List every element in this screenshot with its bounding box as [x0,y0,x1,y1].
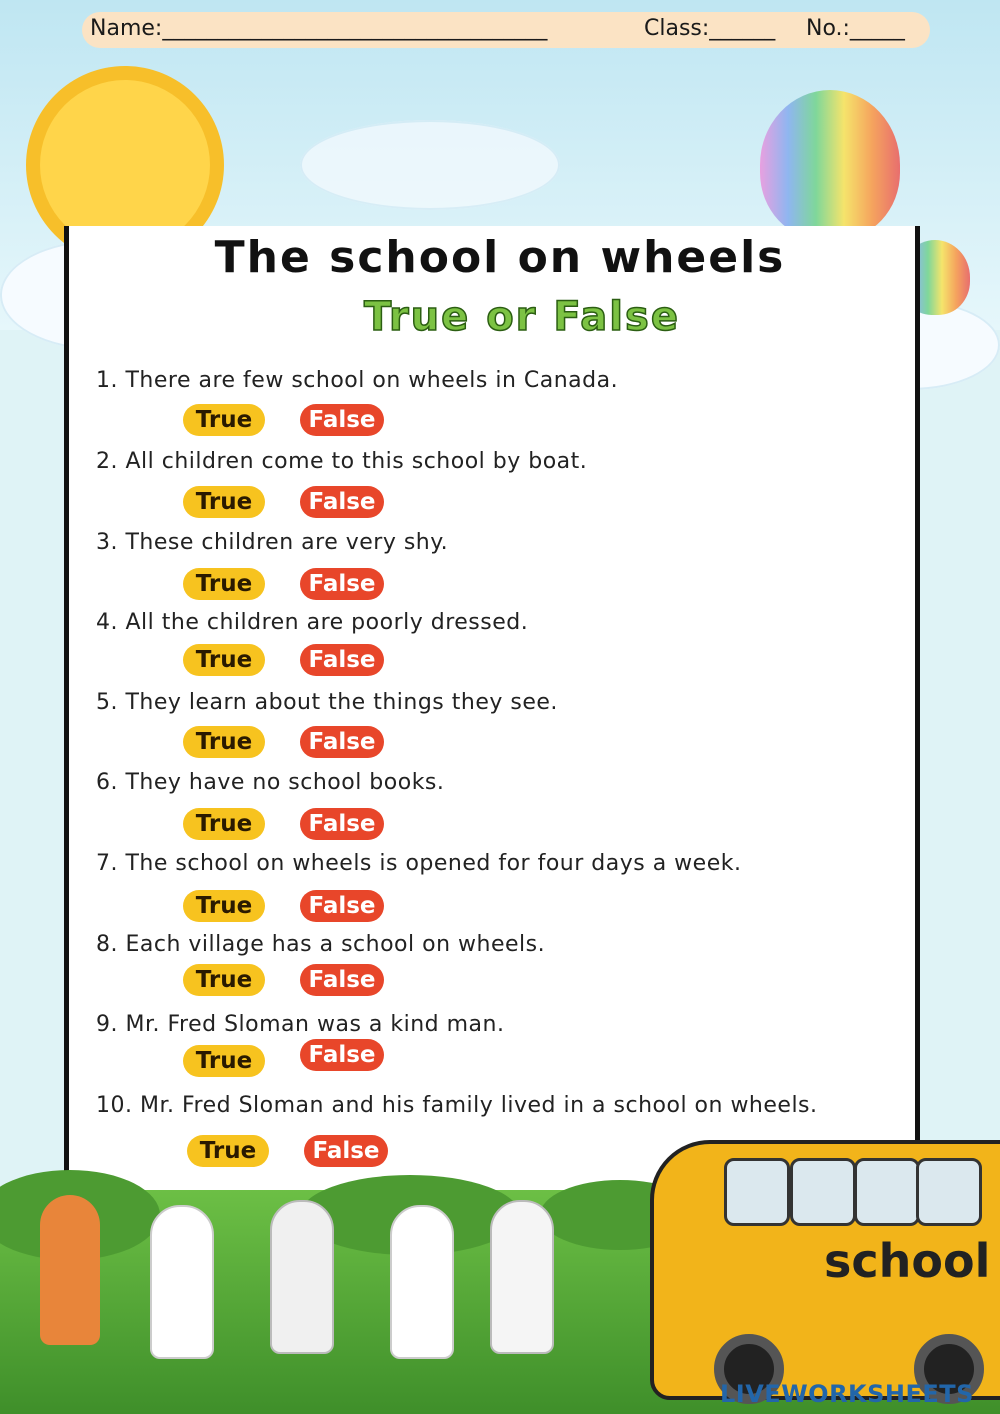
class-field[interactable]: Class:______ [644,16,776,41]
true-button-3[interactable]: True [183,568,265,600]
cloud-decoration [300,120,560,210]
false-button-10[interactable]: False [304,1135,388,1167]
bus-window [790,1158,856,1226]
question-2: 2. All children come to this school by boat. [96,449,588,474]
false-button-9[interactable]: False [300,1039,384,1071]
liveworksheets-logo: LIVEWORKSHEETS [720,1380,974,1408]
false-button-3[interactable]: False [300,568,384,600]
false-button-6[interactable]: False [300,808,384,840]
false-button-4[interactable]: False [300,644,384,676]
school-bus-illustration [650,1140,1000,1400]
false-button-1[interactable]: False [300,404,384,436]
true-button-6[interactable]: True [183,808,265,840]
false-button-7[interactable]: False [300,890,384,922]
child-illustration [390,1205,454,1359]
child-illustration [40,1195,100,1345]
true-button-8[interactable]: True [183,964,265,996]
worksheet-title: The school on wheels [214,232,786,283]
bus-window [854,1158,920,1226]
name-field[interactable]: Name:___________________________________ [90,16,548,41]
true-button-10[interactable]: True [187,1135,269,1167]
child-illustration [270,1200,334,1354]
question-9: 9. Mr. Fred Sloman was a kind man. [96,1012,505,1037]
sun-illustration [40,80,210,250]
question-1: 1. There are few school on wheels in Canada. [96,368,619,393]
question-5: 5. They learn about the things they see. [96,690,558,715]
question-10: 10. Mr. Fred Sloman and his family lived in a school on wheels. [96,1093,818,1118]
true-button-1[interactable]: True [183,404,265,436]
bus-window [724,1158,790,1226]
child-illustration [150,1205,214,1359]
false-button-5[interactable]: False [300,726,384,758]
true-button-9[interactable]: True [183,1045,265,1077]
true-button-7[interactable]: True [183,890,265,922]
true-button-4[interactable]: True [183,644,265,676]
false-button-2[interactable]: False [300,486,384,518]
question-6: 6. They have no school books. [96,770,445,795]
worksheet-subtitle: True or False [364,294,680,340]
false-button-8[interactable]: False [300,964,384,996]
question-3: 3. These children are very shy. [96,530,449,555]
true-button-2[interactable]: True [183,486,265,518]
number-field[interactable]: No.:_____ [806,16,905,41]
question-4: 4. All the children are poorly dressed. [96,610,529,635]
child-illustration [490,1200,554,1354]
hot-air-balloon-illustration [760,90,900,240]
bus-window [916,1158,982,1226]
true-button-5[interactable]: True [183,726,265,758]
bus-label: school [824,1234,991,1288]
question-7: 7. The school on wheels is opened for four days a week. [96,851,742,876]
question-8: 8. Each village has a school on wheels. [96,932,546,957]
